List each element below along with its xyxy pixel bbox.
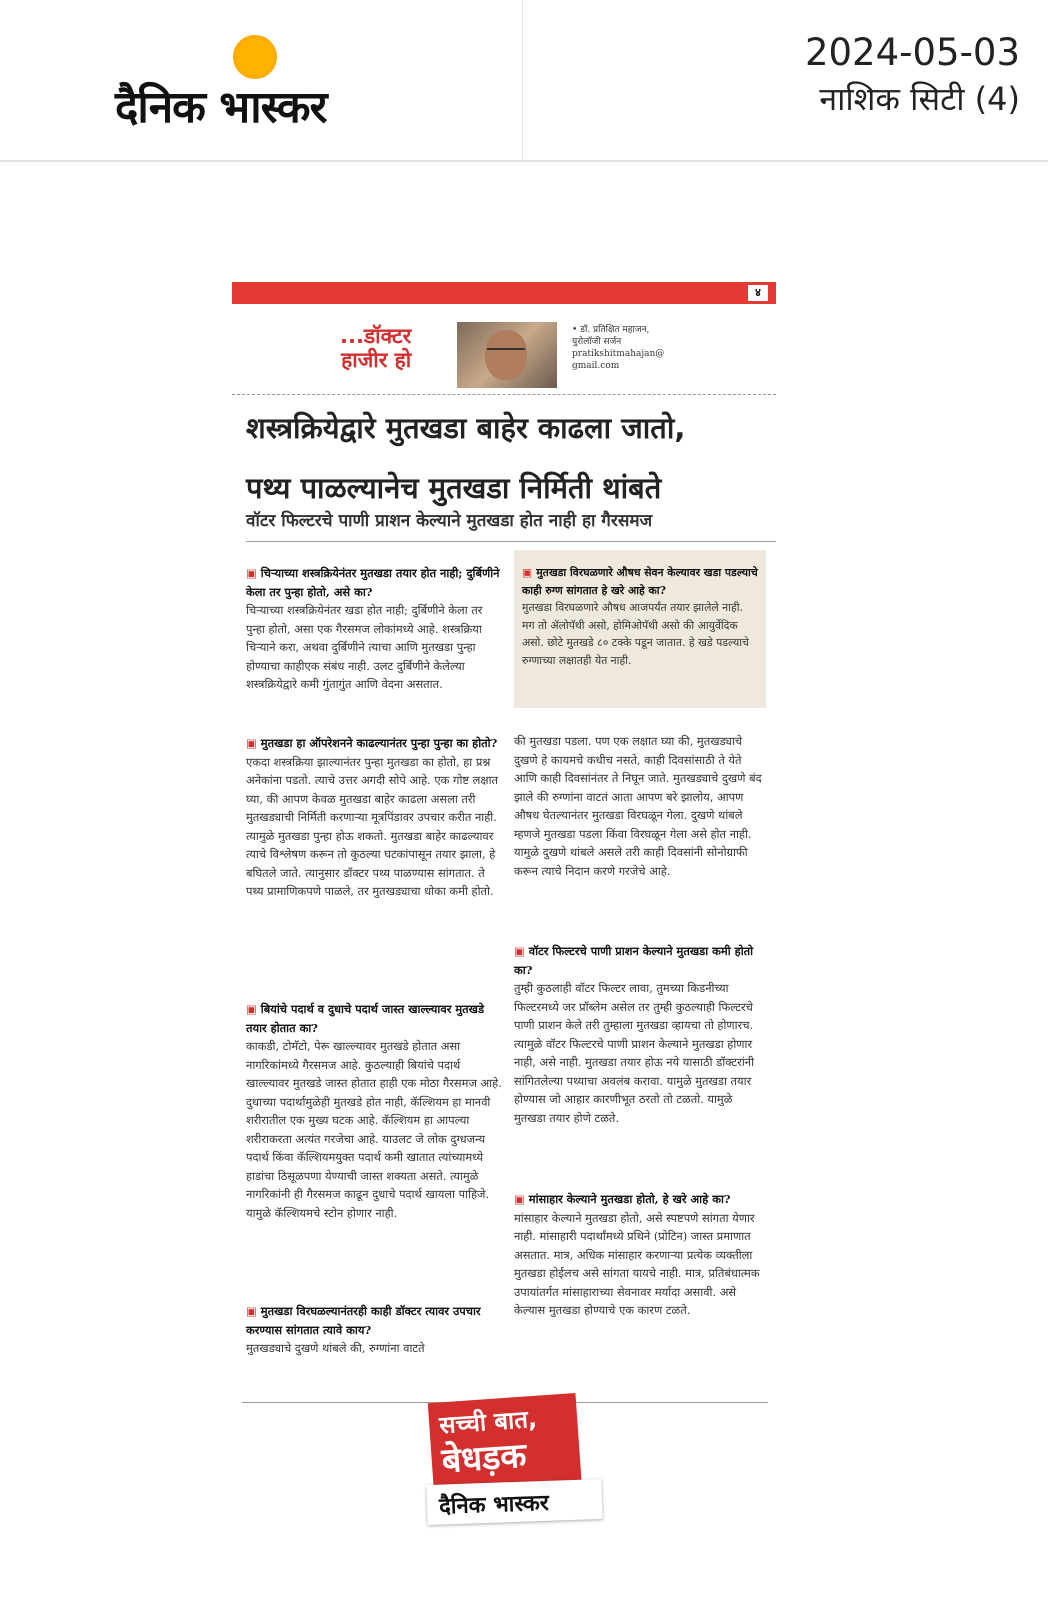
author-line: gmail.com — [572, 361, 620, 371]
author-photo — [457, 322, 557, 388]
qa-block — [246, 1000, 502, 1222]
header-divider — [522, 0, 523, 160]
headline-line-1: शस्त्रक्रियेद्वारे मुतखडा बाहेर काढला जातो, — [246, 411, 686, 445]
qa-block — [246, 1302, 502, 1358]
author-byline — [572, 324, 682, 372]
answer: एकदा शस्त्रक्रिया झाल्यानंतर पुन्हा मुतखडा का होतो, हा प्रश्न अनेकांना पडतो. त्याचे उत्तर अगदी सोपे आहे. एक गोष्ट लक्षात घ्या, की आपण केवळ मुतखडा बाहेर काढला असला तरी मुतखड्याची निर्मिती करणाऱ्या मूत्रपिंडावर उपचार करीत नाही. त्यामुळे मुतखडा पुन्हा होऊ शकतो. मुतखडा बाहेर काढल्यावर त्याचे विश्लेषण करून तो कुठल्या घटकांपासून तयार झाला, हे बघितले जाते. त्यानुसार डॉक्टर पथ्य पाळण्यास सांगतात. ते पथ्य प्रामाणिकपणे पाळले, तर मुतखड्याचा धोका कमी होतो. — [246, 754, 499, 898]
answer: तुम्ही कुठलाही वॉटर फिल्टर लावा, तुमच्या किडनीच्या फिल्टरमध्ये जर प्रॉब्लेम असेल तर तुम्ही कुठल्याही फिल्टरचे पाणी प्राशन केले तरी तुम्हाला मुतखडा व्हायचा तो होणारच. त्यामुळे वॉटर फिल्टरचे पाणी प्राशन केल्याने मुतखडा होणार नाही, असे नाही. मुतखडा तयार होऊ नये यासाठी डॉक्टरांनी सांगितलेल्या पथ्याचा अवलंब करावा. यामुळे मुतखडा तयार होण्यास जो आहार कारणीभूत ठरतो तो टळतो. यामुळे मुतखडा तयार होणे टळते. — [514, 981, 755, 1125]
column-title-line-2: हाजीर हो — [341, 348, 412, 372]
headline — [246, 398, 776, 518]
edition-name: नाशिक सिटी (4) — [819, 80, 1020, 118]
tagline-line-1: सच्ची बात, — [438, 1404, 538, 1440]
sun-icon — [233, 35, 277, 79]
divider — [232, 394, 776, 395]
question: ▣ मांसाहार केल्याने मुतखडा होतो, हे खरे आहे का? — [514, 1190, 766, 1209]
qa-block — [522, 564, 758, 669]
page-header — [0, 0, 1048, 162]
qa-block — [514, 1190, 766, 1320]
answer: मांसाहार केल्याने मुतखडा होतो, असे स्पष्टपणे सांगता येणार नाही. मांसाहारी पदार्थांमध्ये प्रथिने (प्रोटिन) जास्त प्रमाणात असतात. मात्र, अधिक मांसाहार करणाऱ्या प्रत्येक व्यक्तीला मुतखडा होईलच असे सांगता यायचे नाही. मात्र, प्रतिबंधात्मक उपायांतर्गत मांसाहाराच्या सेवनावर मर्यादा असावी. असे केल्यास मुतखडा होण्याचे एक कारण टळते. — [514, 1210, 760, 1317]
edition-date: 2024-05-03 — [804, 31, 1020, 74]
column-title-line-1: ...डॉक्टर — [340, 324, 412, 348]
headline-line-2: पथ्य पाळल्यानेच मुतखडा निर्मिती थांबते — [246, 471, 662, 505]
author-line: • डॉ. प्रतिक्षित महाजन, — [572, 325, 650, 335]
answer: काकडी, टोमॅटो, पेरू खाल्ल्यावर मुतखडे होतात असा नागरिकांमध्ये गैरसमज आहे. कुठल्याही बियांचे पदार्थ खाल्ल्यावर मुतखडे जास्त होतात हाही एक मोठा गैरसमज आहे. दुधाच्या पदार्थामुळेही मुतखडे होत नाही, कॅल्शियम हा मानवी शरीरातील एक मुख्य घटक आहे. कॅल्शियम हा आपल्या शरीराकरता अत्यंत गरजेचा आहे. याउलट जे लोक दुग्धजन्य पदार्थ किंवा कॅल्शियमयुक्त पदार्थ कमी खातात त्यांच्यामध्ये हाडांचा ठिसूळपणा येण्याची जास्त शक्यता असते. त्यामुळे नागरिकांनी ही गैरसमज काढून दुधाचे पदार्थ खायला पाहिजे. यामुळे कॅल्शियमचे स्टोन होणार नाही. — [246, 1039, 502, 1220]
question: ▣ वॉटर फिल्टरचे पाणी प्राशन केल्याने मुतखडा कमी होतो का? — [514, 942, 766, 979]
qa-block — [514, 732, 766, 880]
question: ▣ बियांचे पदार्थ व दुधाचे पदार्थ जास्त खाल्ल्यावर मुतखडे तयार होतात का? — [246, 1000, 502, 1037]
qa-block — [246, 564, 502, 694]
question: ▣ मुतखडा विरघळल्यानंतरही काही डॉक्टर त्यावर उपचार करण्यास सांगतात त्यावे काय? — [246, 1302, 502, 1339]
subheadline: वॉटर फिल्टरचे पाणी प्राशन केल्याने मुतखडा होत नाही हा गैरसमज — [246, 508, 776, 542]
highlight-box — [514, 550, 766, 708]
article-clipping — [232, 282, 780, 1404]
dainik-bhaskar-logo — [115, 35, 395, 135]
question: ▣ चिऱ्याच्या शस्त्रक्रियेनंतर मुतखडा तयार होत नाही; दुर्बिणीने केला तर पुन्हा होतो, असे का? — [246, 564, 502, 601]
column-title — [340, 324, 411, 372]
promo-badge — [427, 1398, 602, 1526]
page-header-bar — [232, 282, 776, 304]
answer: मुतखडा विरघळणारे औषध आजपर्यंत तयार झालेले नाही. मग तो ॲलोपॅथी असो, होमिओपॅथी असो की आयुर्वेदिक असो. छोटे मुतखडे ८० टक्के पडून जातात. हे खडे पडल्याचे रुग्णाच्या लक्षातही येत नाही. — [522, 601, 749, 667]
tagline-line-2: बेधड़क — [440, 1435, 528, 1482]
page-number: ४ — [748, 285, 768, 301]
answer: की मुतखडा पडला. पण एक लक्षात घ्या की, मुतखड्याचे दुखणे हे कायमचे कधीच नसते, काही दिवसांसाठी ते येते आणि काही दिवसांनंतर ते निघून जाते. मुतखड्याचे दुखणे बंद झाले की रुग्णांना वाटतं आता आपण बरे झालोय, आपण औषध घेतल्यानंतर मुतखडा विरघळून गेला. दुखणे थांबले म्हणजे मुतखडा पडला किंवा विरघळून गेला असे होत नाही. यामुळे दुखणे थांबले असले तरी काही दिवसांनी सोनोग्राफी करून त्याचे निदान करणे गरजेचे आहे. — [514, 734, 762, 878]
qa-block — [514, 942, 766, 1127]
badge-logo-text: दैनिक भास्कर — [438, 1490, 550, 1520]
author-line: pratikshitmahajan@ — [572, 349, 665, 359]
badge-logo-strip — [426, 1479, 602, 1525]
edition-info — [805, 30, 1020, 122]
qa-block — [246, 734, 502, 901]
question: ▣ मुतखडा विरघळणारे औषध सेवन केल्यावर खडा पडल्याचे काही रुग्ण सांगतात हे खरे आहे का? — [522, 564, 758, 599]
answer: मुतखड्याचे दुखणे थांबले की, रुग्णांना वाटते — [246, 1341, 425, 1355]
logo-text: दैनिक भास्कर — [115, 82, 327, 133]
author-line: युरोलॉजी सर्जन — [572, 337, 622, 347]
answer: चिऱ्याच्या शस्त्रक्रियेनंतर खडा होत नाही; दुर्बिणीने केला तर पुन्हा होतो, असा एक गैरसमज लोकांमध्ये आहे. शस्त्रक्रिया चिऱ्याने करा, अथवा दुर्बिणीने त्याचा आणि मुतखडा पुन्हा होण्याचा काहीएक संबंध नाही. उलट दुर्बिणीने केलेल्या शस्त्रक्रियेद्वारे कमी गुंतागुंत आणि वेदना असतात. — [246, 603, 483, 691]
question: ▣ मुतखडा हा ऑपरेशनने काढल्यानंतर पुन्हा पुन्हा का होतो? — [246, 734, 502, 753]
author-glasses — [487, 348, 525, 356]
